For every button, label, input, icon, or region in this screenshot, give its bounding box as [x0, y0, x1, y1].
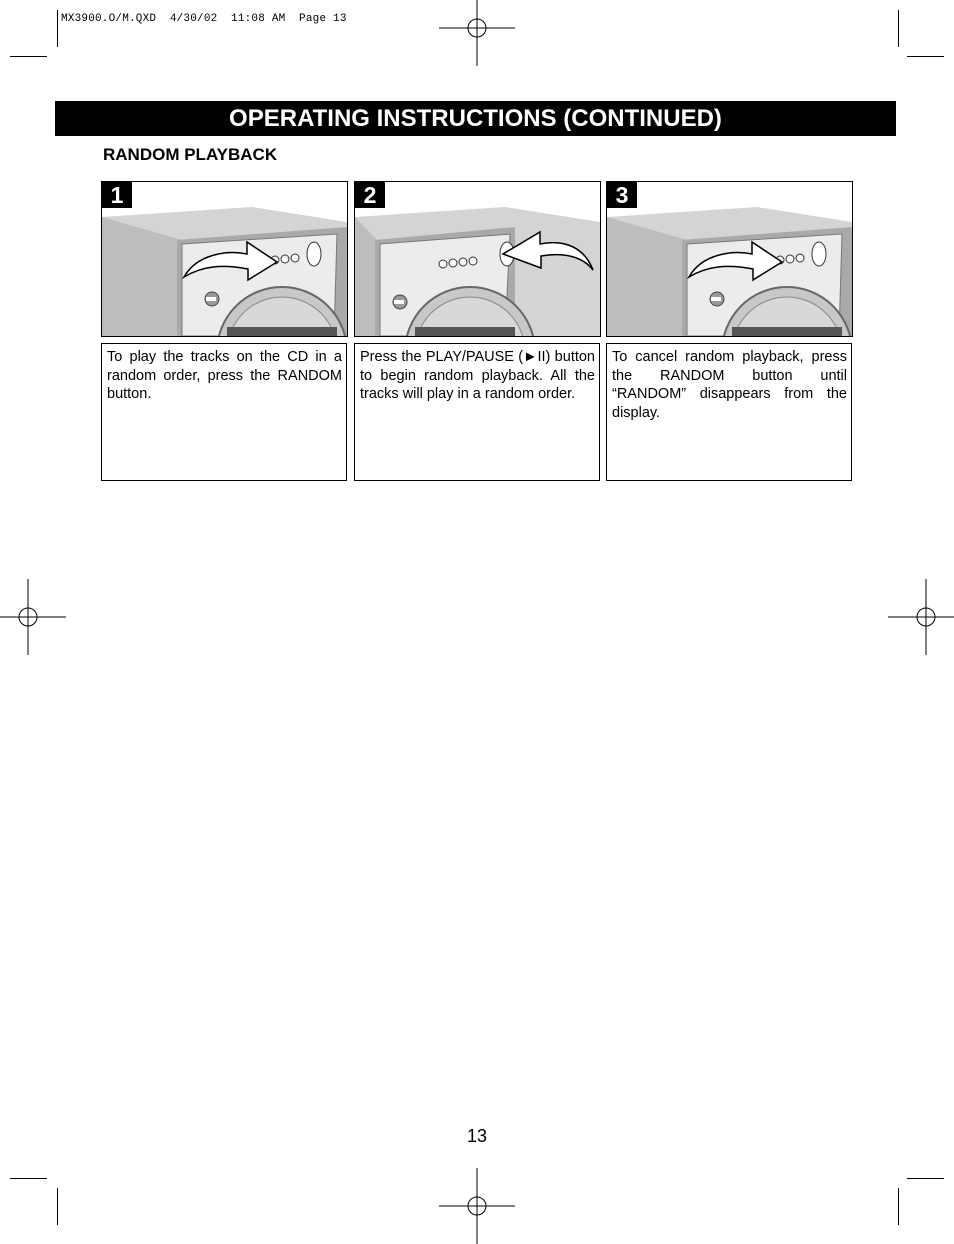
- step-number: 2: [355, 182, 385, 208]
- registration-mark-icon: [0, 579, 66, 655]
- stereo-illustration-icon: [102, 182, 347, 336]
- step-3-description: To cancel random playback, press the RANDOM button until “RANDOM” disappears from the display.: [606, 343, 852, 481]
- crop-mark: [57, 10, 58, 47]
- step-2-description: Press the PLAY/PAUSE (►II) button to begin random playback. All the tracks will play in a random order.: [354, 343, 600, 481]
- step-number: 3: [607, 182, 637, 208]
- crop-mark: [898, 10, 899, 47]
- crop-mark: [57, 1188, 58, 1225]
- crop-mark: [898, 1188, 899, 1225]
- stereo-illustration-icon: [607, 182, 852, 336]
- page-title-banner: OPERATING INSTRUCTIONS (CONTINUED): [55, 101, 896, 136]
- stereo-illustration-icon: [355, 182, 600, 336]
- crop-mark: [907, 1178, 944, 1179]
- registration-mark-icon: [439, 1168, 515, 1244]
- step-1-description: To play the tracks on the CD in a random order, press the RANDOM button.: [101, 343, 347, 481]
- page-number: 13: [466, 1126, 488, 1146]
- crop-mark: [10, 56, 47, 57]
- registration-mark-icon: [888, 579, 954, 655]
- step-2-illustration: [354, 181, 601, 337]
- slug-line: MX3900.O/M.QXD 4/30/02 11:08 AM Page 13: [61, 13, 347, 25]
- crop-mark: [907, 56, 944, 57]
- crop-mark: [10, 1178, 47, 1179]
- section-title: RANDOM PLAYBACK: [103, 145, 278, 164]
- step-1-illustration: [101, 181, 348, 337]
- step-number: 1: [102, 182, 132, 208]
- step-3-illustration: [606, 181, 853, 337]
- registration-mark-icon: [439, 0, 515, 66]
